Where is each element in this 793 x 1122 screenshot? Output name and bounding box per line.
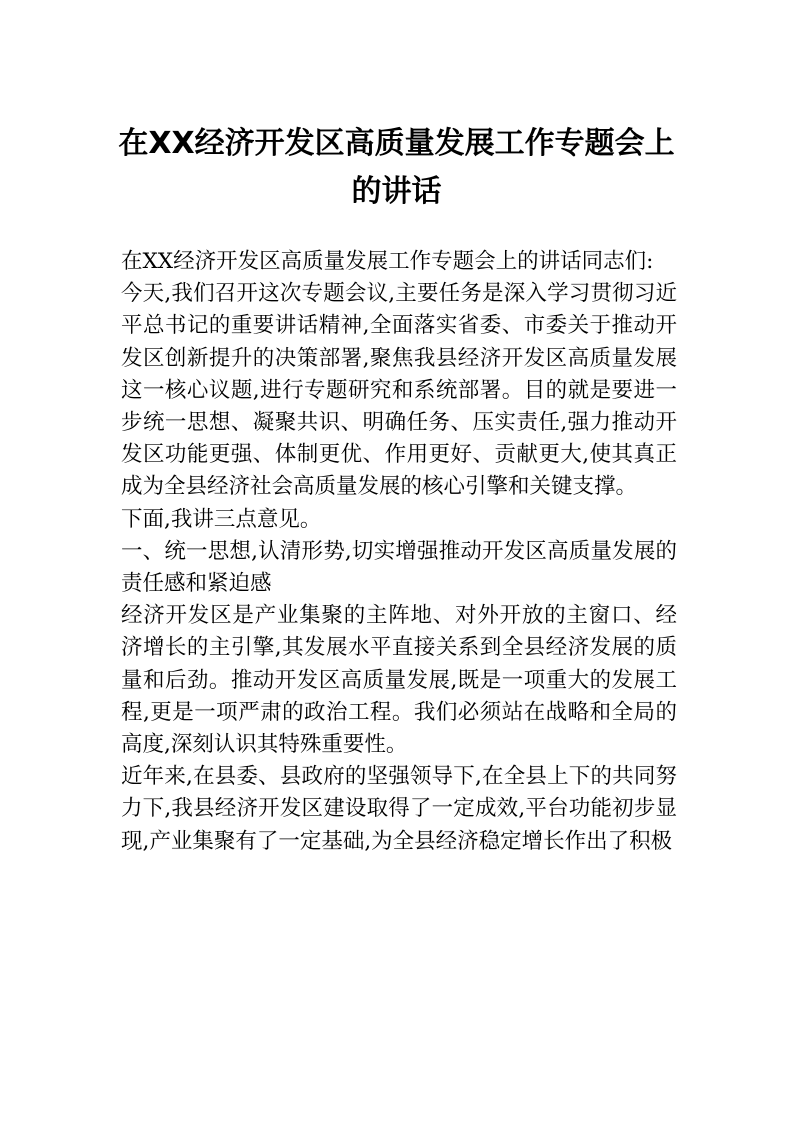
- section-heading-1: 一、统一思想,认清形势,切实增强推动开发区高质量发展的责任感和紧迫感: [121, 538, 677, 597]
- paragraph-section-1-b: 近年来,在县委、县政府的坚强领导下,在全县上下的共同努力下,我县经济开发区建设取得了一定成效,平台功能初步显现,产业集聚有了一定基础,为全县经济稳定增长作出了积极: [121, 764, 677, 854]
- paragraph-opening: 在XX经济开发区高质量发展工作专题会上的讲话同志们:: [121, 249, 654, 274]
- title-line-2: 的讲话: [351, 174, 442, 209]
- document-title: [100, 120, 693, 216]
- paragraph-section-1-a: 经济开发区是产业集聚的主阵地、对外开放的主窗口、经济增长的主引擎,其发展水平直接关系到全县经济发展的质量和后劲。推动开发区高质量发展,既是一项重大的发展工程,更是一项严肃的政治工程。我们必须站在战略和全局的高度,深刻认识其特殊重要性。: [121, 603, 677, 758]
- paragraph-transition: 下面,我讲三点意见。: [121, 506, 322, 532]
- document-body: [121, 246, 677, 858]
- title-line-1: 在XX经济开发区高质量发展工作专题会上: [118, 126, 675, 161]
- paragraph-intro: 今天,我们召开这次专题会议,主要任务是深入学习贯彻习近平总书记的重要讲话精神,全面落实省委、市委关于推动开发区创新提升的决策部署,聚焦我县经济开发区高质量发展这一核心议题,进行专题研究和系统部署。目的就是要进一步统一思想、凝聚共识、明确任务、压实责任,强力推动开发区功能更强、体制更优、作用更好、贡献更大,使其真正成为全县经济社会高质量发展的核心引擎和关键支撑。: [121, 281, 677, 500]
